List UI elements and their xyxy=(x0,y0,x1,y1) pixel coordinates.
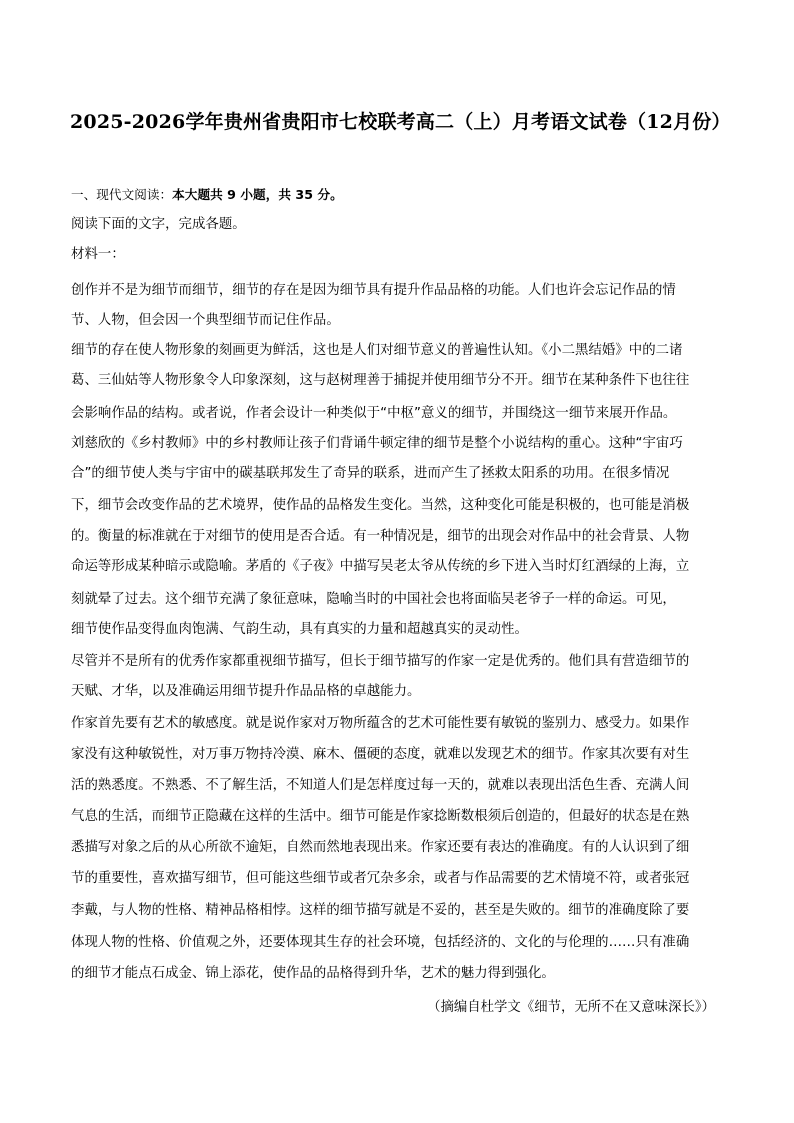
page-title: 2025-2026学年贵州省贵阳市七校联考高二（上）月考语文试卷（12月份） xyxy=(70,111,731,133)
passage-line: 刘慈欣的《乡村教师》中的乡村教师让孩子们背诵牛顿定律的细节是整个小说结构的重心。这种“宇宙巧 xyxy=(71,436,683,451)
passage-line: 天赋、才华，以及准确运用细节提升作品品格的卓越能力。 xyxy=(71,684,421,699)
passage-line: 的。衡量的标准就在于对细节的使用是否合适。有一种情况是，细节的出现会对作品中的社会背景、人物 xyxy=(71,529,690,544)
passage-line: 合”的细节使人类与宇宙中的碳基联邦发生了奇异的联系，进而产生了拯救太阳系的功用。在很多情况 xyxy=(71,466,670,481)
passage-line: 命运等形成某种暗示或隐喻。茅盾的《子夜》中描写吴老太爷从传统的乡下进入当时灯红酒绿的上海，立 xyxy=(71,559,690,574)
section-heading-prefix: 一、现代文阅读： xyxy=(71,187,173,202)
passage-line: 创作并不是为细节而细节，细节的存在是因为细节具有提升作品品格的功能。人们也许会忘记作品的情 xyxy=(71,283,676,298)
passage-line: 下，细节会改变作品的艺术境界，使作品的品格发生变化。当然，这种变化可能是积极的，也可能是消极 xyxy=(71,498,690,513)
section-heading-detail: 本大题共 9 小题，共 35 分。 xyxy=(172,187,343,202)
passage-line: 作家首先要有艺术的敏感度。就是说作家对万物所蕴含的艺术可能性要有敏锐的鉴别力、感受力。如果作 xyxy=(71,716,690,731)
passage-line: 李戴，与人物的性格、精神品格相悖。这样的细节描写就是不妥的，甚至是失败的。细节的准确度除了要 xyxy=(71,903,690,918)
passage-line: 气息的生活，而细节正隐藏在这样的生活中。细节可能是作家捻断数根须后创造的，但最好的状态是在熟 xyxy=(71,809,690,824)
passage-line: 活的熟悉度。不熟悉、不了解生活，不知道人们是怎样度过每一天的，就难以表现出活色生香、充满人间 xyxy=(71,778,690,793)
passage-line: 细节使作品变得血肉饱满、气韵生动，具有真实的力量和超越真实的灵动性。 xyxy=(71,622,528,637)
passage-line: 细节的存在使人物形象的刻画更为鲜活，这也是人们对细节意义的普遍性认知。《小二黑结婚》中的二诸 xyxy=(71,343,683,358)
instruction-text: 阅读下面的文字，完成各题。 xyxy=(71,217,246,232)
passage-line: 节、人物，但会因一个典型细节而记住作品。 xyxy=(71,313,340,328)
passage-line: 家没有这种敏锐性，对万事万物持冷漠、麻木、僵硬的态度，就难以发现艺术的细节。作家其次要有对生 xyxy=(71,747,690,762)
passage-line: 的细节才能点石成金、锦上添花，使作品的品格得到升华，艺术的魅力得到强化。 xyxy=(71,966,555,981)
passage-line: 悉描写对象之后的从心所欲不逾矩，自然而然地表现出来。作家还要有表达的准确度。有的人认识到了细 xyxy=(71,840,690,855)
material-label: 材料一： xyxy=(71,247,125,262)
passage-line: 会影响作品的结构。或者说，作者会设计一种类似于“中枢”意义的细节，并围绕这一细节来展开作品。 xyxy=(71,406,677,421)
passage-line: 节的重要性，喜欢描写细节，但可能这些细节或者冗杂多余，或者与作品需要的艺术情境不符，或者张冠 xyxy=(71,871,690,886)
section-heading xyxy=(71,185,721,205)
passage-line: 尽管并不是所有的优秀作家都重视细节描写，但长于细节描写的作家一定是优秀的。他们具有营造细节的 xyxy=(71,654,690,669)
passage-line: 葛、三仙姑等人物形象令人印象深刻，这与赵树理善于捕捉并使用细节分不开。细节在某种条件下也往往 xyxy=(71,373,690,388)
passage-line: 体现人物的性格、价值观之外，还要体现其生存的社会环境，包括经济的、文化的与伦理的……只有准确 xyxy=(71,935,690,950)
source-citation: （摘编自杜学文《细节，无所不在又意味深长》） xyxy=(427,1000,715,1015)
passage-line: 刻就晕了过去。这个细节充满了象征意味，隐喻当时的中国社会也将面临吴老爷子一样的命运。可见， xyxy=(71,592,676,607)
